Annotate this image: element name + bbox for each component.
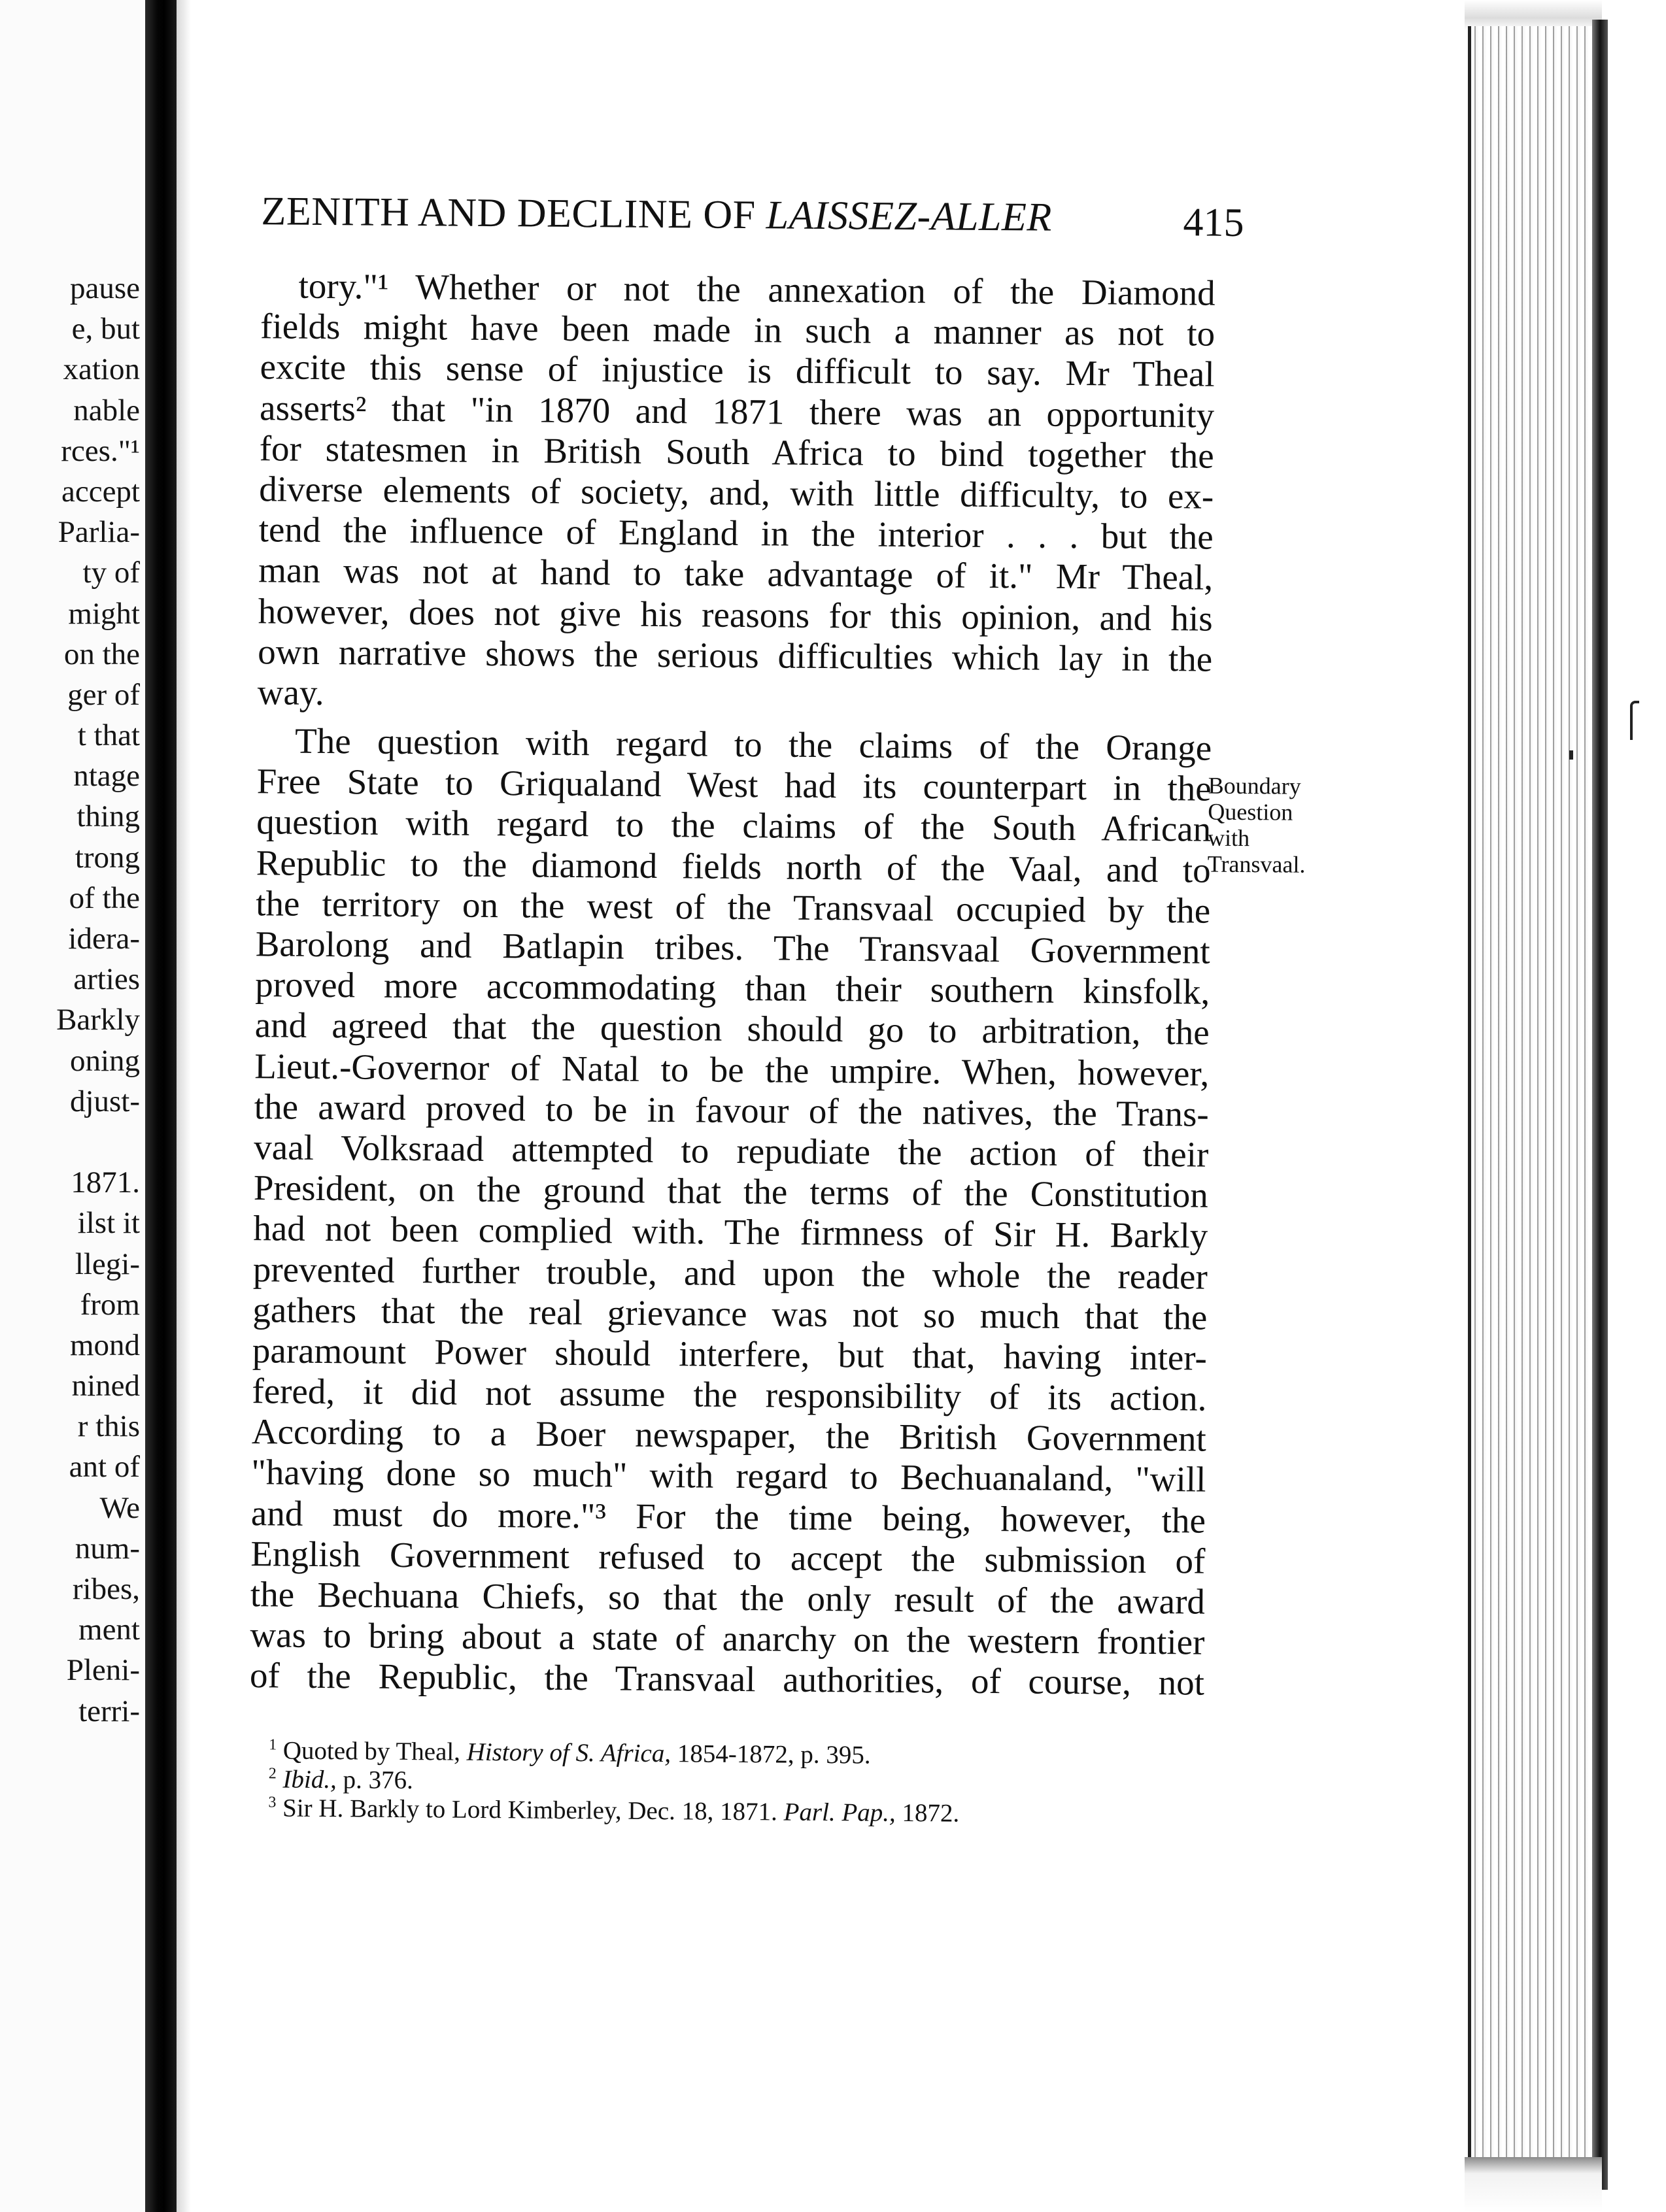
left-page-line: accept xyxy=(61,474,140,509)
left-page-line: ment xyxy=(78,1613,140,1647)
margin-note-line: with xyxy=(1207,824,1250,852)
left-page-line: t that xyxy=(77,718,140,753)
body-line: for statesmen in British South Africa to bind together the xyxy=(259,427,1214,476)
margin-note-line: Boundary xyxy=(1208,772,1301,799)
body-line: however, does not give his reasons for this opinion, and his xyxy=(258,590,1213,639)
body-line: prevented further trouble, and upon the whole the reader xyxy=(252,1248,1208,1297)
left-page-line: ger of xyxy=(67,677,140,712)
left-page-line: oning xyxy=(69,1043,140,1078)
left-page-line: Barkly xyxy=(56,1003,140,1037)
body-line: tend the influence of England in the interior . . . but the xyxy=(258,509,1214,557)
margin-note-line: Question xyxy=(1208,798,1293,826)
page-number: 415 xyxy=(1183,200,1244,246)
left-page-text xyxy=(56,268,140,1732)
body-line: Lieut.-Governor of Natal to be the umpire. When, however, xyxy=(254,1045,1210,1094)
left-page-line: of the xyxy=(69,880,140,915)
left-page-line: rces."¹ xyxy=(61,433,140,468)
body-line: diverse elements of society, and, with little difficulty, to ex- xyxy=(258,469,1214,516)
body-line: "having done so much" with regard to Bechuanaland, "will xyxy=(251,1452,1206,1500)
body-line: tory."¹ Whether or not the annexation of the Diamond xyxy=(298,265,1216,313)
body-line: the Bechuana Chiefs, so that the only result of the award xyxy=(250,1574,1206,1622)
footnote-2: $^2$ Ibid., p. 376. xyxy=(268,1765,413,1795)
body-line: English Government refused to accept the submission of xyxy=(250,1533,1206,1581)
body-line: excite this sense of injustice is difficult to say. Mr Theal xyxy=(260,346,1215,395)
left-page-line: num- xyxy=(75,1531,140,1566)
left-page-line: terri- xyxy=(78,1694,140,1728)
left-page-line: r this xyxy=(77,1409,140,1444)
page-edge-stack xyxy=(1468,26,1595,2170)
left-page-line: e, but xyxy=(71,312,140,346)
body-line: Free State to Griqualand West had its counterpart in the xyxy=(256,761,1212,809)
page xyxy=(227,175,1419,2080)
left-page-fragment xyxy=(0,0,144,2212)
body-line: President, on the ground that the terms of the Constitution xyxy=(253,1167,1209,1215)
body-line: proved more accommodating than their southern kinsfolk, xyxy=(255,964,1210,1012)
left-page-line xyxy=(56,1122,140,1162)
body-line: question with regard to the claims of the South African xyxy=(256,801,1212,850)
left-page-line: arties xyxy=(73,962,140,997)
body-line: Barolong and Batlapin tribes. The Transvaal Government xyxy=(255,924,1210,971)
page-edge-mark xyxy=(1630,701,1639,740)
left-page-line: Parlia- xyxy=(58,515,140,550)
margin-note-line: Transvaal. xyxy=(1207,850,1306,878)
body-line: fields might have been made in such a manner as not to xyxy=(260,306,1216,354)
left-page-line: trong xyxy=(75,840,140,875)
body-line: The question with regard to the claims of the Orange xyxy=(294,720,1212,768)
body-line: of the Republic, the Transvaal authorities, of course, not xyxy=(249,1655,1205,1703)
left-page-line: from xyxy=(80,1287,140,1322)
body-line: own narrative shows the serious difficulties which lay in the xyxy=(258,631,1213,679)
header-title-italic: LAISSEZ-ALLER xyxy=(766,193,1053,240)
left-page-line: mond xyxy=(69,1328,140,1362)
left-page-line: idera- xyxy=(68,922,140,956)
left-page-line: might xyxy=(68,596,140,631)
footnotes xyxy=(268,1736,1184,1830)
left-page-line: djust- xyxy=(69,1084,140,1118)
left-page-line: on the xyxy=(63,637,140,671)
left-page-line: nined xyxy=(71,1369,140,1403)
header-title xyxy=(261,188,1052,241)
running-header xyxy=(261,188,1244,261)
book-cover-edge xyxy=(1592,20,1608,2190)
gutter-shadow xyxy=(177,0,191,2212)
body-line: was to bring about a state of anarchy on the western frontier xyxy=(250,1615,1205,1662)
book-gutter xyxy=(145,0,177,2212)
body-line: fered, it did not assume the responsibility of its action. xyxy=(252,1371,1207,1418)
left-page-line: nable xyxy=(73,393,140,427)
left-page-line: 1871. xyxy=(71,1165,140,1200)
body-line: asserts² that "in 1870 and 1871 there was an opportunity xyxy=(259,387,1215,435)
left-page-line: We xyxy=(99,1490,140,1525)
footnote-3: $^3$ Sir H. Barkly to Lord Kimberley, Dec. 18, 1871. Parl. Pap., 1872. xyxy=(268,1794,960,1828)
body-line: gathers that the real grievance was not so much that the xyxy=(252,1289,1208,1337)
left-page-line: ty of xyxy=(82,556,140,590)
left-page-line: xation xyxy=(63,352,140,387)
body-line: Republic to the diamond fields north of the Vaal, and to xyxy=(256,842,1211,890)
body-text xyxy=(250,265,1216,1703)
body-line: way. xyxy=(257,672,324,712)
left-page-line: thing xyxy=(76,799,140,834)
body-line: paramount Power should interfere, but that, having inter- xyxy=(252,1330,1208,1378)
left-page-line: ant of xyxy=(69,1450,140,1484)
margin-note xyxy=(1208,773,1306,878)
left-page-line: Pleni- xyxy=(66,1653,140,1688)
page-edge-dot xyxy=(1569,750,1573,760)
body-line: According to a Boer newspaper, the British Government xyxy=(251,1411,1207,1459)
body-line: and must do more."³ For the time being, however, the xyxy=(250,1492,1206,1541)
body-line: had not been complied with. The firmness of Sir H. Barkly xyxy=(253,1208,1208,1256)
footnote-1: $^1$ Quoted by Theal, History of S. Africa, 1854-1872, p. 395. xyxy=(269,1736,871,1769)
body-line: and agreed that the question should go to arbitration, the xyxy=(254,1005,1210,1053)
body-line: the award proved to be in favour of the natives, the Trans- xyxy=(254,1086,1210,1134)
body-line: man was not at hand to take advantage of it." Mr Theal, xyxy=(258,550,1214,597)
page-edge-bottom xyxy=(1465,2157,1602,2212)
body-line: the territory on the west of the Transvaal occupied by the xyxy=(256,883,1211,931)
left-page-line: ntage xyxy=(73,759,140,794)
left-page-line: ilst it xyxy=(77,1206,140,1241)
body-line: vaal Volksraad attempted to repudiate the action of their xyxy=(254,1127,1209,1175)
left-page-line: ribes, xyxy=(72,1572,140,1606)
left-page-line: llegi- xyxy=(75,1247,140,1281)
header-title-roman: ZENITH AND DECLINE OF xyxy=(261,189,766,238)
left-page-line: pause xyxy=(69,271,140,305)
